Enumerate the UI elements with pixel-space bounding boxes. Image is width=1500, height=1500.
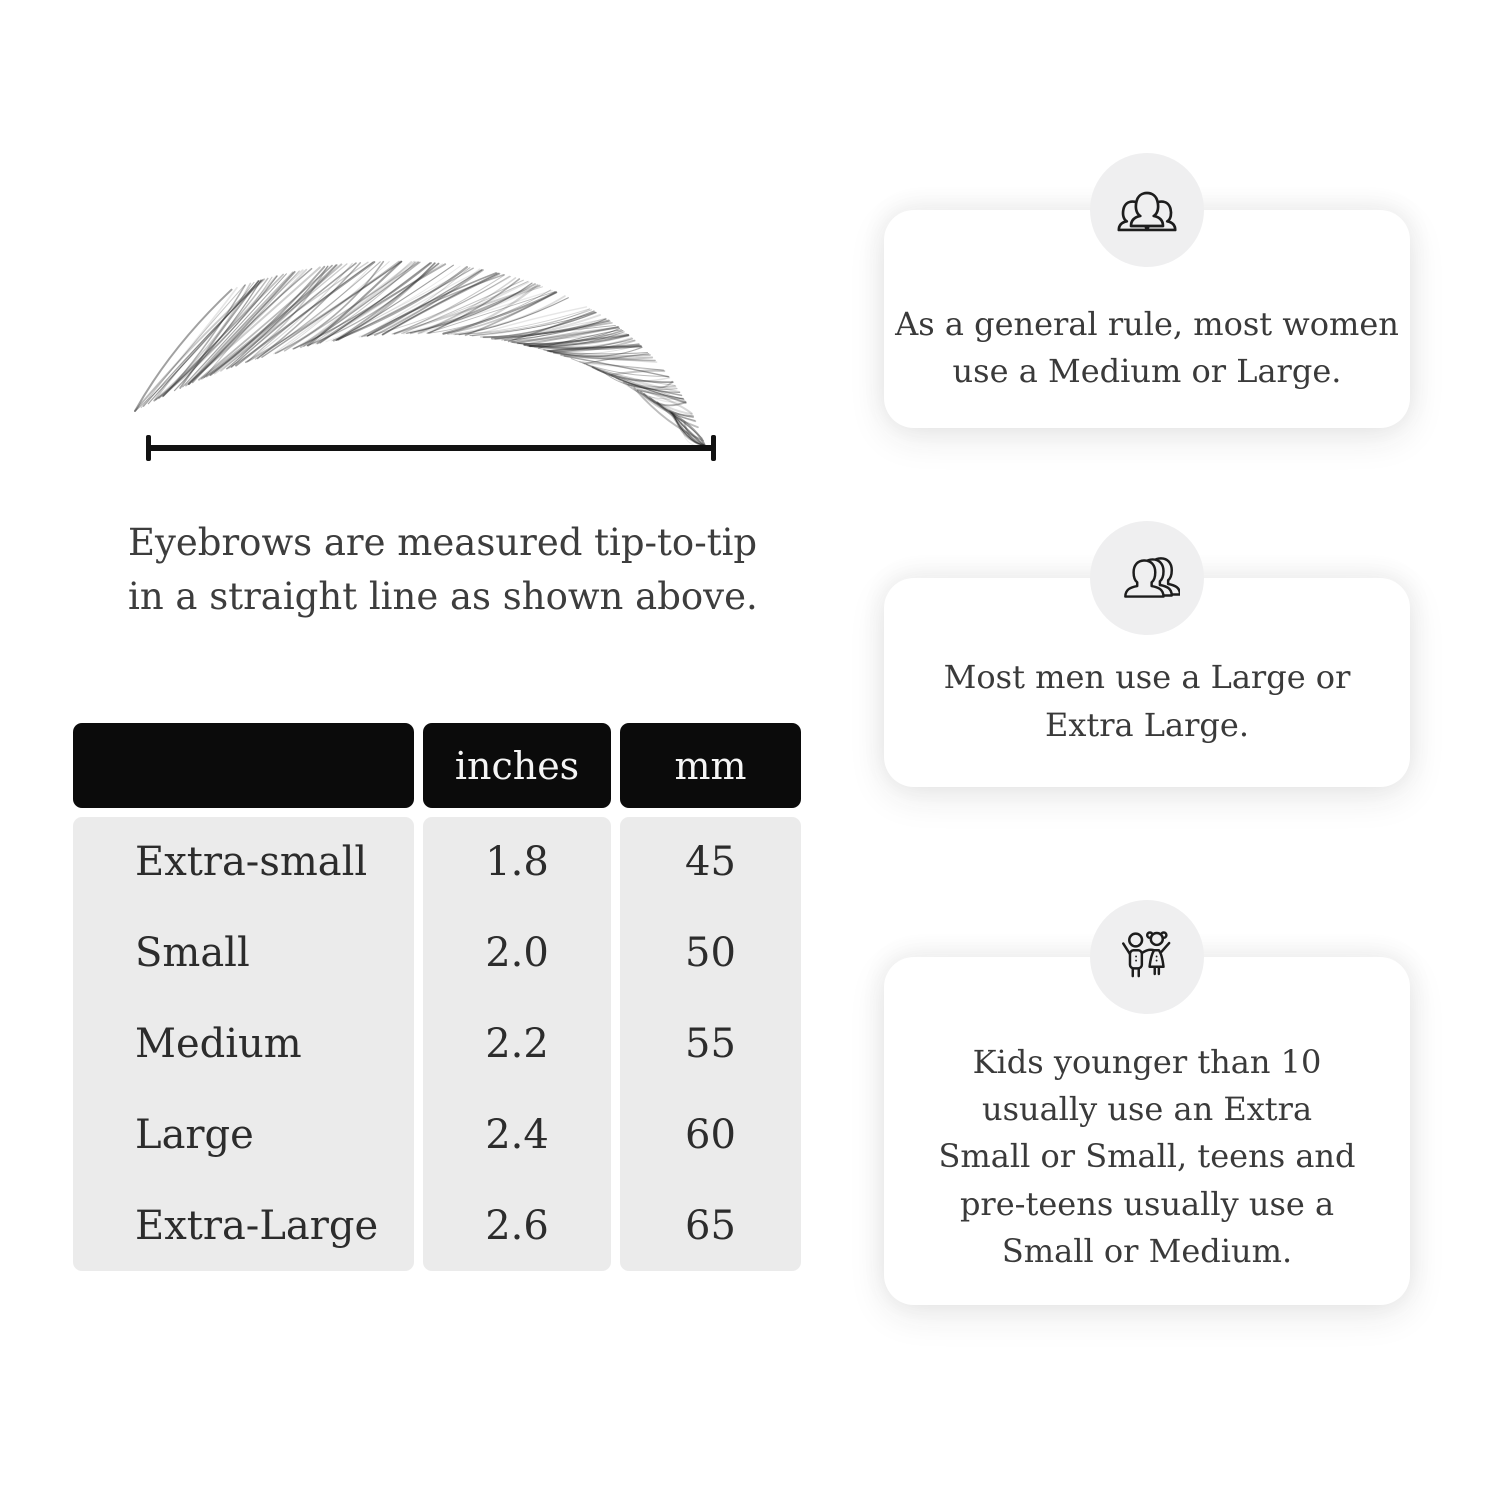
card-text (884, 210, 1410, 428)
size-table-cell: 2.6 (485, 1202, 549, 1249)
size-table-cell: 60 (685, 1111, 736, 1158)
card-text-line: usually use an Extra (981, 1089, 1313, 1128)
size-table-column-mm (620, 817, 801, 1271)
size-table-cell: 65 (685, 1202, 736, 1249)
measurement-line-right-cap (711, 435, 716, 461)
info-card-women (884, 210, 1410, 428)
info-card-men (884, 578, 1410, 787)
size-table-column-names (73, 817, 414, 1271)
card-text-line: Extra Large. (1044, 705, 1250, 744)
size-table-cell: 50 (685, 930, 736, 977)
card-text-line: As a general rule, most women (895, 304, 1399, 343)
size-table-header-mm: mm (620, 723, 801, 808)
size-table-cell: Medium (135, 1020, 302, 1067)
size-table-column-inches (423, 817, 611, 1271)
size-table-cell: 2.4 (485, 1111, 549, 1158)
size-table (73, 723, 801, 1271)
card-text-line: Small or Small, teens and (938, 1137, 1356, 1176)
measurement-caption (128, 516, 808, 625)
card-text-line: use a Medium or Large. (952, 352, 1342, 390)
size-table-cell: 2.2 (485, 1020, 549, 1067)
size-table-cell: 1.8 (485, 839, 549, 886)
size-table-cell: 45 (685, 839, 736, 886)
size-table-cell: 55 (685, 1020, 736, 1067)
card-text-line: Kids younger than 10 (972, 1042, 1322, 1081)
size-table-cell: Small (135, 930, 250, 977)
card-text-line: Small or Medium. (1001, 1232, 1293, 1271)
measurement-line (146, 435, 716, 461)
card-text-line: pre-teens usually use a (959, 1184, 1335, 1223)
card-text (884, 578, 1410, 787)
measurement-line-bar (148, 445, 714, 451)
size-table-header-name (73, 723, 414, 808)
size-table-body (73, 817, 801, 1271)
info-card-kids (884, 957, 1410, 1305)
size-table-header-inches: inches (423, 723, 611, 808)
size-table-cell: Extra-small (135, 839, 368, 886)
size-table-cell: Extra-Large (135, 1202, 379, 1249)
size-table-cell: Large (135, 1111, 254, 1158)
card-text-line: Most men use a Large or (943, 658, 1351, 697)
card-text (884, 957, 1410, 1305)
eyebrow-illustration (105, 206, 715, 454)
size-table-cell: 2.0 (485, 930, 549, 977)
measurement-caption-line-2: in a straight line as shown above. (128, 575, 758, 619)
measurement-caption-line-1: Eyebrows are measured tip-to-tip (128, 521, 758, 564)
size-table-header-row (73, 723, 801, 808)
